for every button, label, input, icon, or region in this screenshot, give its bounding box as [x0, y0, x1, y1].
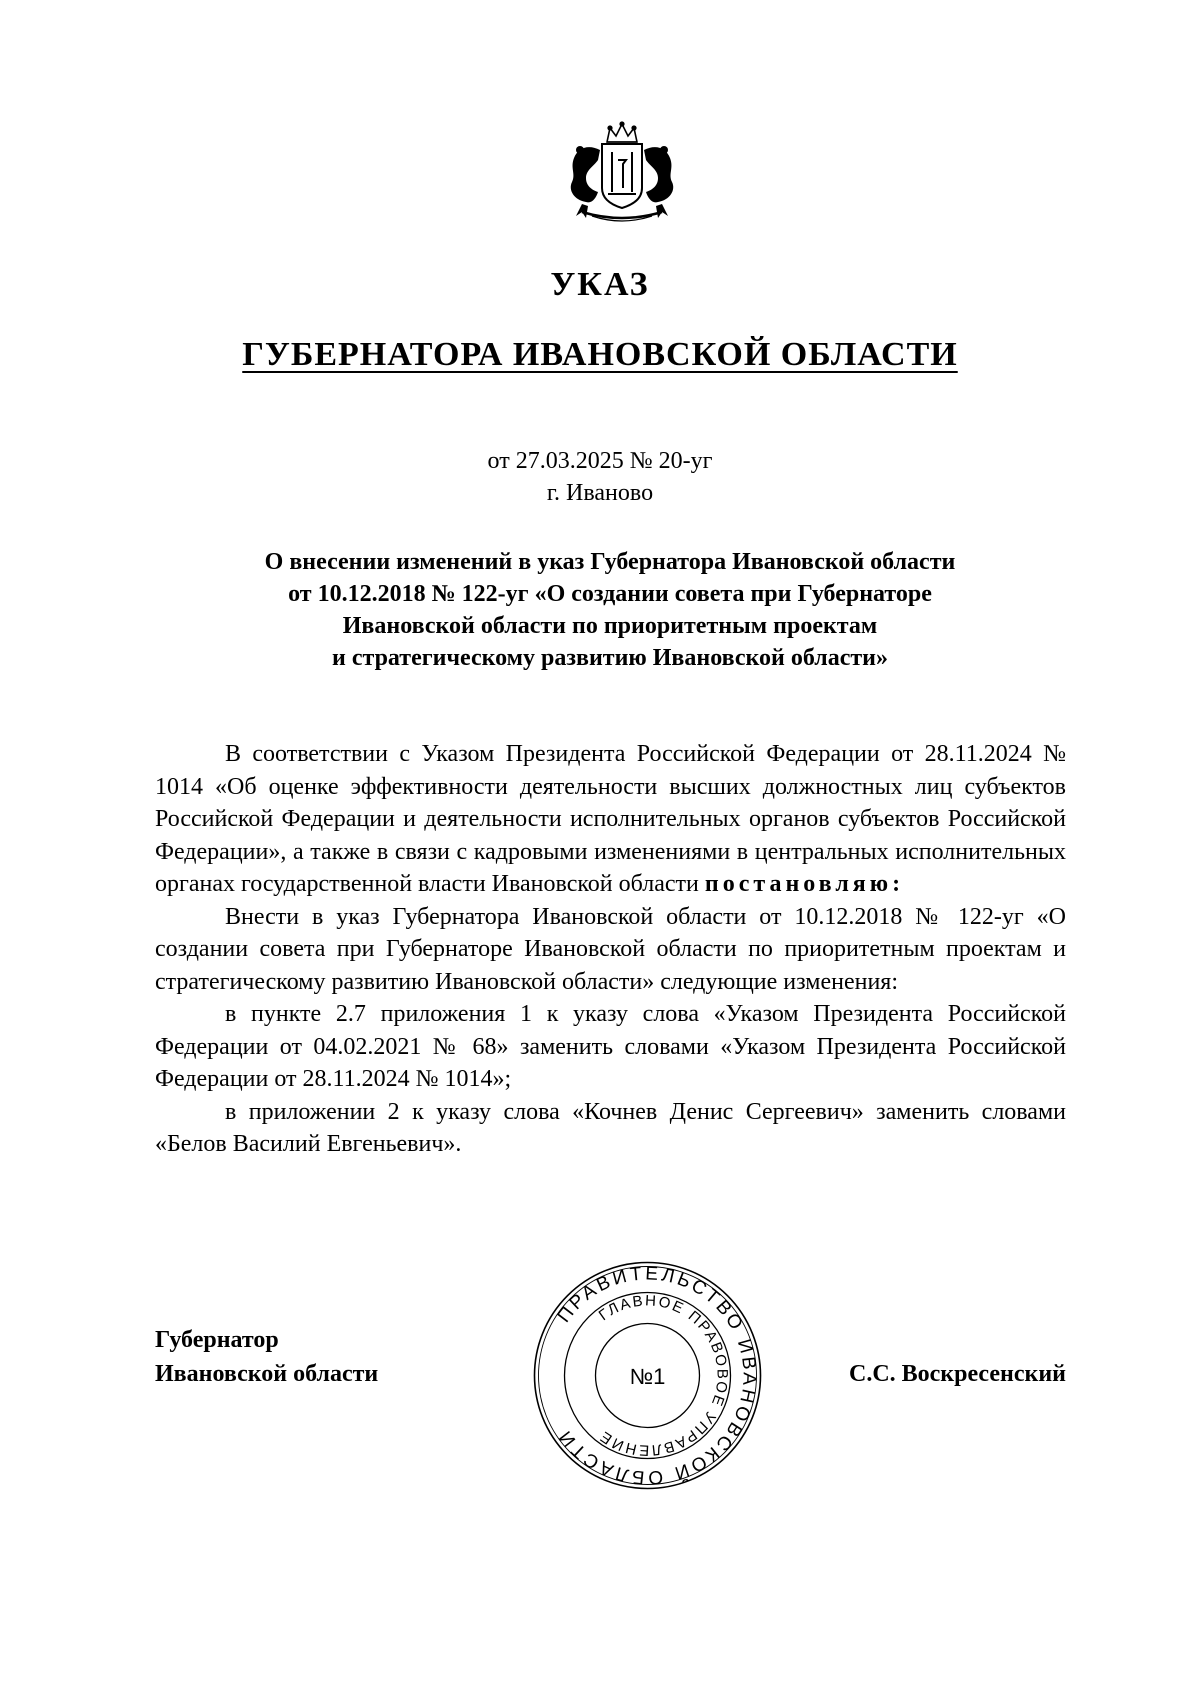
body-paragraph-change-1: в пункте 2.7 приложения 1 к указу слова «Указом Президента Российской Федерации от 04.02.2021 № 68» заменить словами «Указом Президента Российской Федерации от 28.11.2024 № 1014»;: [155, 1001, 1066, 1092]
official-stamp: [530, 1258, 765, 1493]
subject-line: О внесении изменений в указ Губернатора Ивановской области: [264, 549, 956, 575]
signatory-position: [155, 1323, 378, 1391]
signatory-name: С.С. Воскресенский: [848, 1361, 1066, 1387]
document-date-number: от 27.03.2025 № 20-уг: [487, 448, 713, 474]
issuer-title-text: ГУБЕРНАТОРА ИВАНОВСКОЙ ОБЛАСТИ: [242, 336, 958, 373]
stamp-ring-text: ПРАВИТЕЛЬСТВО ИВАНОВСКОЙ ОБЛАСТИ: [553, 1263, 760, 1488]
subject-line: от 10.12.2018 № 122-уг «О создании совета при Губернаторе: [288, 581, 932, 607]
document-type-title: УКАЗ: [550, 266, 650, 303]
document-body: [155, 738, 1066, 1161]
preamble-text: В соответствии с Указом Президента Российской Федерации от 28.11.2024 № 1014 «Об оценке эффективности деятельности высших должностных лиц субъектов Российской Федерации и деятельности исполнительных органов субъектов Российской Федерации», а также в связи с кадровыми изменениями в центральных исполнительных органах государственной власти Ивановской области: [155, 741, 1066, 897]
body-paragraph-main: Внести в указ Губернатора Ивановской области от 10.12.2018 № 122-уг «О создании совета при Губернаторе Ивановской области по приоритетным проектам и стратегическому развитию Ивановской области» следующие изменения:: [155, 903, 1066, 995]
decree-keyword: постановляю:: [704, 871, 905, 897]
subject-line: Ивановской области по приоритетным проектам: [342, 613, 878, 639]
document-city: г. Иваново: [546, 480, 654, 506]
stamp-number: №1: [629, 1364, 666, 1389]
stamp-inner-text: ГЛАВНОЕ ПРАВОВОЕ УПРАВЛЕНИЕ: [595, 1292, 731, 1459]
document-subject: [160, 546, 1060, 674]
body-paragraph-preamble: [155, 738, 1066, 901]
body-paragraph-change-2: в приложении 2 к указу слова «Кочнев Денис Сергеевич» заменить словами «Белов Василий Евгеньевич».: [155, 1098, 1066, 1157]
signatory-position-line: Ивановской области: [155, 1361, 379, 1387]
issuer-title: [0, 336, 1200, 374]
coat-of-arms-emblem: [552, 120, 692, 225]
signatory-position-line: Губернатор: [155, 1327, 279, 1353]
subject-line: и стратегическому развитию Ивановской области»: [332, 645, 888, 671]
